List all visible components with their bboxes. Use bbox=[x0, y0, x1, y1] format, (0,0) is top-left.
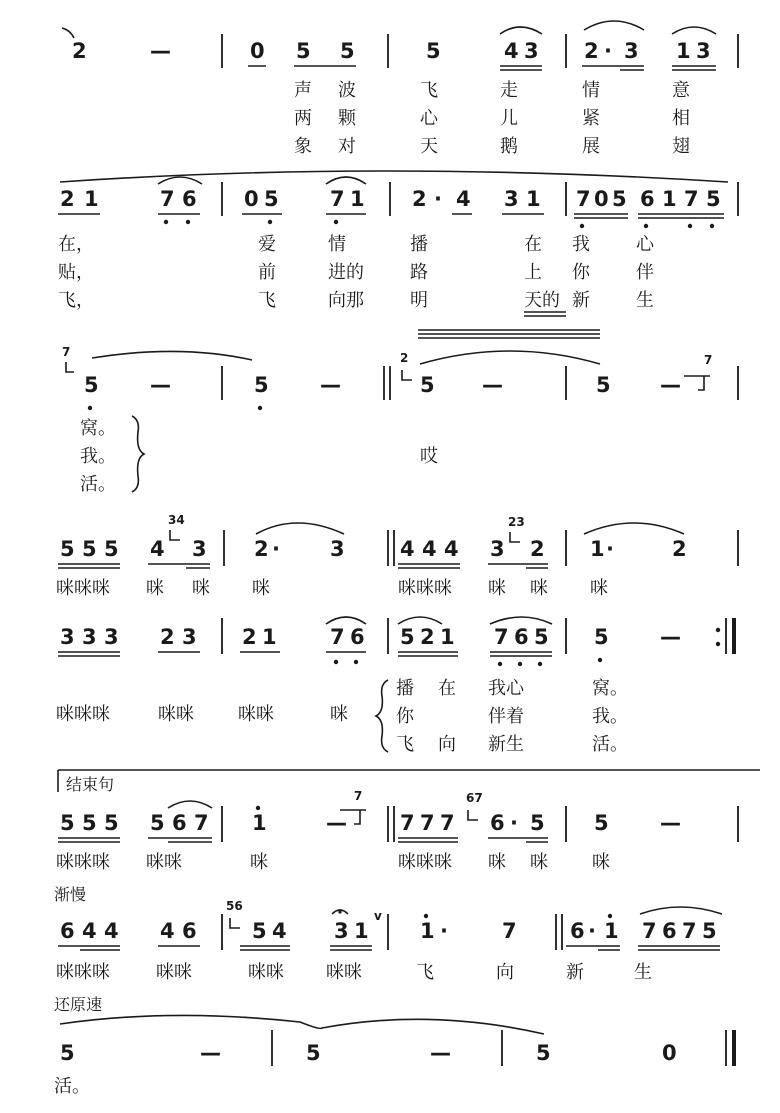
grace-note: 67 bbox=[466, 791, 483, 805]
note: 5 bbox=[306, 1041, 321, 1065]
lyric: 我。 bbox=[592, 706, 628, 727]
lyric: 咪 bbox=[488, 578, 506, 599]
lyric: 我心 bbox=[488, 678, 524, 699]
note: 6 bbox=[514, 625, 529, 649]
lyric: 伴 bbox=[636, 262, 654, 283]
score-system-4 bbox=[56, 513, 738, 599]
note: 3 bbox=[490, 537, 505, 561]
note: 1 bbox=[590, 537, 605, 561]
brace bbox=[376, 680, 388, 752]
note: 7 bbox=[330, 625, 345, 649]
lyric: 活。 bbox=[592, 734, 628, 755]
lyric: 新 bbox=[566, 962, 584, 983]
lyric: 心 bbox=[636, 234, 654, 255]
lyric-verse-2 bbox=[294, 108, 690, 129]
note: 5 bbox=[400, 625, 415, 649]
lyric: 天的 bbox=[524, 290, 560, 311]
lyric: 相 bbox=[672, 108, 690, 129]
note: 7 bbox=[682, 919, 697, 943]
note: — bbox=[150, 39, 171, 63]
lyric: 飞 bbox=[258, 290, 276, 311]
note: 3 bbox=[82, 625, 97, 649]
note: 6 bbox=[182, 187, 197, 211]
lyric: 上 bbox=[524, 262, 542, 283]
lyric: 你 bbox=[396, 706, 414, 727]
lyric: 向 bbox=[438, 734, 456, 755]
note: 2 bbox=[412, 187, 427, 211]
note: 2 bbox=[584, 39, 599, 63]
repeat-dot bbox=[716, 642, 720, 646]
note: 6 bbox=[60, 919, 75, 943]
note: 3 bbox=[334, 919, 349, 943]
lyric: 窝。 bbox=[80, 418, 116, 439]
tempo-marking: 还原速 bbox=[54, 995, 103, 1014]
note: 2 bbox=[60, 187, 75, 211]
note: 5 bbox=[252, 919, 267, 943]
lyric: 飞 bbox=[396, 734, 414, 755]
lyric: 生 bbox=[634, 962, 652, 983]
note: 5 bbox=[82, 537, 97, 561]
lyric-verse-1 bbox=[58, 234, 655, 255]
lyric: 飞 bbox=[416, 962, 434, 983]
note: — bbox=[660, 625, 681, 649]
note: 1 bbox=[676, 39, 691, 63]
note: 7 bbox=[400, 811, 415, 835]
note: 2 bbox=[72, 39, 87, 63]
grace-note: 34 bbox=[168, 513, 185, 527]
lyric-verse-1 bbox=[396, 678, 628, 699]
note: 4 bbox=[504, 39, 519, 63]
note: 5 bbox=[612, 187, 627, 211]
lyric: 爱 bbox=[258, 234, 276, 255]
note: 6 bbox=[350, 625, 365, 649]
note: 4 bbox=[400, 537, 415, 561]
score-system-1 bbox=[62, 21, 738, 157]
note: 1 bbox=[84, 187, 99, 211]
lyric: 咪 bbox=[488, 852, 506, 873]
lyric: 在， bbox=[58, 234, 94, 255]
note: 5 bbox=[420, 373, 435, 397]
breath-mark: v bbox=[374, 909, 382, 923]
lyric: 紧 bbox=[582, 108, 600, 129]
note: · bbox=[588, 919, 596, 943]
note: — bbox=[430, 1041, 451, 1065]
note: 5 bbox=[60, 811, 75, 835]
note: — bbox=[200, 1041, 221, 1065]
lyric: 咪咪咪 bbox=[56, 962, 110, 983]
lyric: 在 bbox=[438, 678, 456, 699]
note: 6 bbox=[490, 811, 505, 835]
note: 6 bbox=[640, 187, 655, 211]
note: 5 bbox=[594, 811, 609, 835]
tempo-marking: 渐慢 bbox=[54, 885, 87, 904]
lyric: 咪 bbox=[330, 704, 348, 725]
lyric: 播 bbox=[410, 234, 428, 255]
lyric: 意 bbox=[672, 80, 690, 101]
note: 7 bbox=[642, 919, 657, 943]
note: 0 bbox=[662, 1041, 677, 1065]
note: — bbox=[150, 373, 171, 397]
note: 3 bbox=[192, 537, 207, 561]
interjection: 哎 bbox=[420, 446, 438, 467]
note: 3 bbox=[624, 39, 639, 63]
lyric-verse-2 bbox=[396, 706, 628, 727]
repeat-dot bbox=[716, 628, 720, 632]
lyric-verse-3 bbox=[58, 290, 654, 311]
lyric: 窝。 bbox=[592, 678, 628, 699]
lyric: 对 bbox=[338, 136, 356, 157]
lyric: 象 bbox=[294, 136, 312, 157]
note: 5 bbox=[296, 39, 311, 63]
lyric: 向 bbox=[496, 962, 514, 983]
lyric: 走 bbox=[500, 80, 518, 101]
note: 5 bbox=[596, 373, 611, 397]
note: 5 bbox=[534, 625, 549, 649]
note: 3 bbox=[504, 187, 519, 211]
note: 5 bbox=[706, 187, 721, 211]
lyric: 咪 bbox=[592, 852, 610, 873]
lyric: 天 bbox=[420, 136, 438, 157]
note: 7 bbox=[440, 811, 455, 835]
note: 6 bbox=[182, 919, 197, 943]
lyric: 咪 bbox=[192, 578, 210, 599]
lyric-verse-3 bbox=[294, 136, 690, 157]
lyric: 咪 bbox=[250, 852, 268, 873]
lyric: 咪咪 bbox=[238, 704, 274, 725]
note: 5 bbox=[594, 625, 609, 649]
lyric: 展 bbox=[582, 136, 600, 157]
lyric: 心 bbox=[420, 108, 438, 129]
lyric: 咪咪 bbox=[326, 962, 362, 983]
note: · bbox=[272, 537, 280, 561]
note: 3 bbox=[330, 537, 345, 561]
lyric: 波 bbox=[338, 80, 356, 101]
lyric: 活。 bbox=[54, 1076, 90, 1097]
note: 2 bbox=[672, 537, 687, 561]
lyric: 咪咪咪 bbox=[56, 852, 110, 873]
lyric: 前 bbox=[258, 262, 276, 283]
note: · bbox=[440, 919, 448, 943]
note: 3 bbox=[104, 625, 119, 649]
note: 1 bbox=[262, 625, 277, 649]
lyric: 儿 bbox=[500, 108, 518, 129]
lyric: 咪 bbox=[530, 852, 548, 873]
note: 4 bbox=[82, 919, 97, 943]
lyric: 新生 bbox=[488, 734, 524, 755]
note: 6 bbox=[662, 919, 677, 943]
note: 4 bbox=[444, 537, 459, 561]
lyric: 生 bbox=[636, 290, 654, 311]
lyric: 咪 bbox=[590, 578, 608, 599]
lyric: 路 bbox=[410, 262, 428, 283]
grace-note: 2 bbox=[400, 351, 409, 365]
lyric: 声 bbox=[294, 80, 312, 101]
note: 4 bbox=[456, 187, 471, 211]
note: 3 bbox=[182, 625, 197, 649]
lyric: 咪咪咪 bbox=[56, 704, 110, 725]
lyric: 向那 bbox=[328, 290, 364, 311]
note: 3 bbox=[696, 39, 711, 63]
note: 4 bbox=[150, 537, 165, 561]
brace bbox=[132, 416, 144, 492]
note: · bbox=[604, 39, 612, 63]
note: 5 bbox=[104, 537, 119, 561]
lyric: 新 bbox=[572, 290, 590, 311]
lyric: 鹅 bbox=[500, 136, 518, 157]
grace-note: 7 bbox=[354, 789, 363, 803]
note: 5 bbox=[536, 1041, 551, 1065]
note: 1 bbox=[440, 625, 455, 649]
note: 5 bbox=[60, 1041, 75, 1065]
lyric: 咪 bbox=[252, 578, 270, 599]
note: 5 bbox=[264, 187, 279, 211]
lyric: 情 bbox=[582, 80, 600, 101]
note: — bbox=[320, 373, 341, 397]
note: · bbox=[606, 537, 614, 561]
lyric: 飞， bbox=[58, 290, 94, 311]
score-system-3 bbox=[62, 330, 738, 495]
note: 0 bbox=[594, 187, 609, 211]
note: 7 bbox=[494, 625, 509, 649]
lyric: 咪 bbox=[146, 578, 164, 599]
lyric: 咪咪 bbox=[248, 962, 284, 983]
lyric: 咪 bbox=[530, 578, 548, 599]
score-system-7 bbox=[54, 885, 722, 983]
lyric: 我。 bbox=[80, 446, 116, 467]
lyric: 咪咪咪 bbox=[56, 578, 110, 599]
note: 0 bbox=[250, 39, 265, 63]
lyric: 明 bbox=[410, 290, 428, 311]
note: 5 bbox=[84, 373, 99, 397]
score-system-8 bbox=[54, 995, 734, 1097]
note: — bbox=[660, 373, 681, 397]
lyric: 咪咪咪 bbox=[398, 578, 452, 599]
lyric: 活。 bbox=[80, 474, 116, 495]
note: 1 bbox=[662, 187, 677, 211]
note: — bbox=[660, 811, 681, 835]
note: 2 bbox=[420, 625, 435, 649]
note: 5 bbox=[60, 537, 75, 561]
lyric: 飞 bbox=[420, 80, 438, 101]
grace-note: 7 bbox=[62, 345, 71, 359]
note: 2 bbox=[530, 537, 545, 561]
note: 5 bbox=[254, 373, 269, 397]
note: 2 bbox=[160, 625, 175, 649]
lyric: 咪咪 bbox=[146, 852, 182, 873]
note: 5 bbox=[426, 39, 441, 63]
note: 6 bbox=[172, 811, 187, 835]
note: 5 bbox=[702, 919, 717, 943]
section-label: 结束句 bbox=[66, 775, 115, 794]
note: — bbox=[482, 373, 503, 397]
note: 5 bbox=[340, 39, 355, 63]
lyric: 播 bbox=[396, 678, 414, 699]
note: 5 bbox=[530, 811, 545, 835]
note: 6 bbox=[570, 919, 585, 943]
score-system-5 bbox=[56, 617, 734, 755]
lyric-verse-3 bbox=[396, 734, 628, 755]
note: · bbox=[434, 187, 442, 211]
grace-note: 23 bbox=[508, 515, 525, 529]
lyric: 你 bbox=[572, 262, 590, 283]
lyric: 翅 bbox=[672, 136, 690, 157]
note: 4 bbox=[272, 919, 287, 943]
note: 3 bbox=[60, 625, 75, 649]
note: 5 bbox=[150, 811, 165, 835]
note: — bbox=[326, 811, 347, 835]
note: 4 bbox=[104, 919, 119, 943]
note: 7 bbox=[194, 811, 209, 835]
lyric: 咪咪 bbox=[158, 704, 194, 725]
lyric: 在 bbox=[524, 234, 542, 255]
lyric: 颗 bbox=[338, 108, 356, 129]
note: 1 bbox=[354, 919, 369, 943]
lyric: 两 bbox=[294, 108, 312, 129]
note: 7 bbox=[684, 187, 699, 211]
note: 2 bbox=[254, 537, 269, 561]
lyric: 咪咪 bbox=[156, 962, 192, 983]
note: 7 bbox=[420, 811, 435, 835]
note: 7 bbox=[330, 187, 345, 211]
lyric: 伴着 bbox=[488, 706, 524, 727]
lyric-verse-1 bbox=[294, 80, 690, 101]
lyric-verse-2 bbox=[58, 262, 654, 283]
note: · bbox=[510, 811, 518, 835]
note: 7 bbox=[576, 187, 591, 211]
note: 1 bbox=[420, 919, 435, 943]
lyric: 情 bbox=[328, 234, 346, 255]
grace-note: 7 bbox=[704, 353, 713, 367]
lyric: 贴， bbox=[58, 262, 94, 283]
lyric: 我 bbox=[572, 234, 590, 255]
score-system-6 bbox=[56, 770, 760, 873]
note: 7 bbox=[502, 919, 517, 943]
note: 1 bbox=[252, 811, 267, 835]
note: 1 bbox=[604, 919, 619, 943]
lyric: 进的 bbox=[328, 262, 364, 283]
note: 4 bbox=[160, 919, 175, 943]
score-system-2 bbox=[58, 171, 738, 316]
note: 3 bbox=[524, 39, 539, 63]
note: 7 bbox=[160, 187, 175, 211]
lyric: 咪咪咪 bbox=[398, 852, 452, 873]
note: 1 bbox=[350, 187, 365, 211]
note: 5 bbox=[104, 811, 119, 835]
grace-note: 56 bbox=[226, 899, 243, 913]
note: 5 bbox=[82, 811, 97, 835]
note: 2 bbox=[242, 625, 257, 649]
note: 1 bbox=[526, 187, 541, 211]
note: 0 bbox=[244, 187, 259, 211]
note: 4 bbox=[422, 537, 437, 561]
